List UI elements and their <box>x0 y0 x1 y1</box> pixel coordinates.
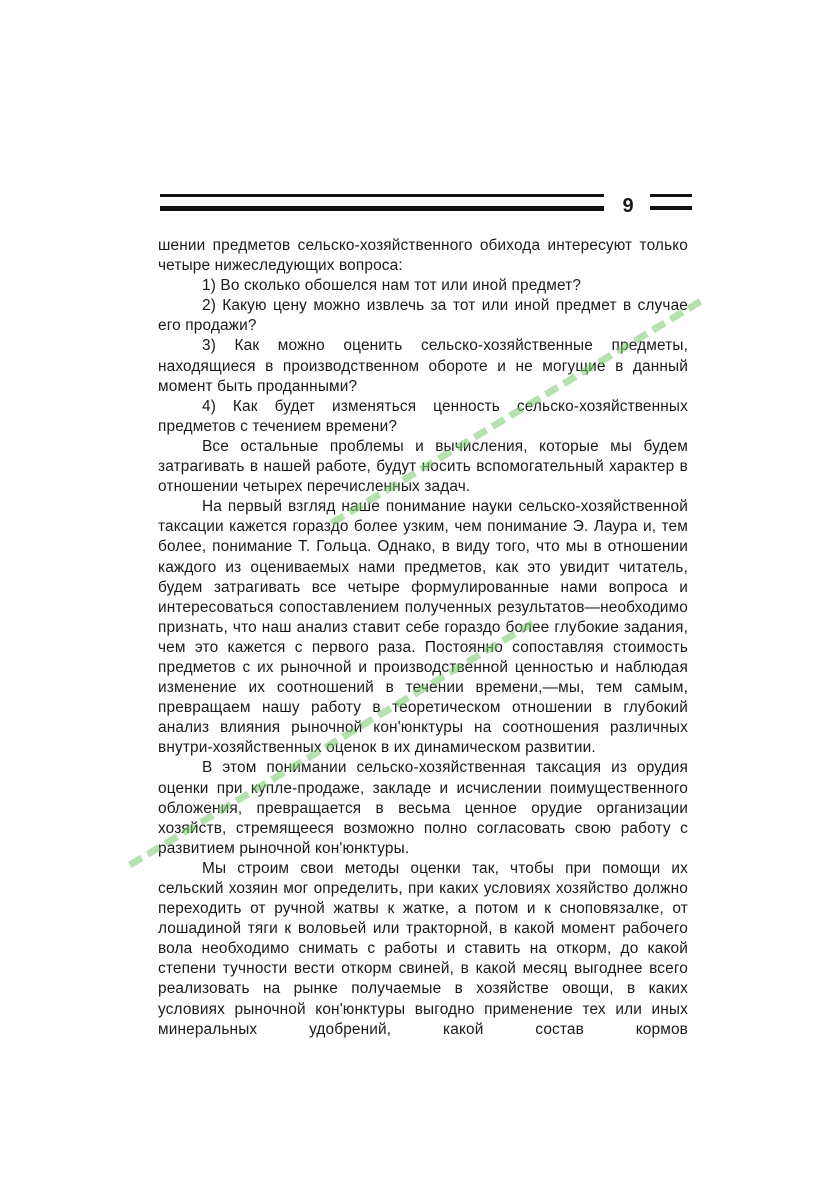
question-1: 1) Во сколько обошелся нам тот или иной предмет? <box>202 277 582 295</box>
header-rule-right-top <box>650 194 692 197</box>
header-rule-right-bottom <box>650 206 692 210</box>
page-number: 9 <box>622 195 634 217</box>
header-rule-bottom <box>160 206 604 211</box>
question-3: 3) Как можно оценить сельско-хозяйственные предметы, находящиеся в производственном обороте и не могущие в данный момент быть проданными? <box>158 337 688 395</box>
paragraph-methods: Мы строим свои методы оценки так, чтобы при помощи их сельский хозяин мог определить, при каких условиях хозяйство должно переходить от ручной жатвы к жатке, а потом и к сноповязалке, от лошадиной тяги к воловьей или тракторной, в какой момент рабочего вола необходимо снимать с работы и ставить на откорм, до какой степени тучности вести откорм свиней, в какой месяц выгоднее всего реализовать на рынке получаемые в хозяйстве овощи, в каких условиях рыночной кон'юнктуры выгодно применение тех или иных минеральных удобрений, какой состав кормов <box>158 859 688 1038</box>
paragraph-understanding: В этом понимании сельско-хозяйственная таксация из орудия оценки при купле-продаже, закладе и исчислении поимущественного обложения, превращается в весьма ценное орудие организации хозяйств, стремящееся возможно полно согласовать свою работу с развитием рыночной кон'юнктуры. <box>158 759 688 857</box>
paragraph-first-glance: На первый взгляд наше понимание науки сельско-хозяйственной таксации кажется гораздо более узким, чем понимание Э. Лаура и, тем более, понимание Т. Гольца. Однако, в виду того, что мы в отношении каждого из оцениваемых нами предметов, как это увидит читатель, будем затрагивать все четыре формулированные нами вопроса и интересоваться сопоставлением полученных результатов—необходимо признать, что наш анализ ставит себе гораздо более глубокие задания, чем это кажется с первого раза. Постоянно сопоставляя стоимость предметов с их рыночной и производственной ценностью и наблюдая изменение их соотношений в течении времени,—мы, тем самым, превращаем нашу работу в теоретическом отношении в глубокий анализ влияния рыночной кон'юнктуры на соотношения различных внутри-хозяйственных оценок в их динамическом развитии. <box>158 498 688 757</box>
question-4: 4) Как будет изменяться ценность сельско-хозяйственных предметов с течением времени? <box>158 397 688 435</box>
header-rule-top <box>160 194 604 197</box>
paragraph-other-problems: Все остальные проблемы и вычисления, которые мы будем затрагивать в нашей работе, будут носить вспомогательный характер в отношении четырех перечисленных задач. <box>158 437 688 496</box>
question-2: 2) Какую цену можно извлечь за тот или иной предмет в случае его продажи? <box>158 297 688 335</box>
paragraph-continuation: шении предметов сельско-хозяйственного обихода интересуют только четыре нижеследующих вопроса: <box>158 237 688 275</box>
